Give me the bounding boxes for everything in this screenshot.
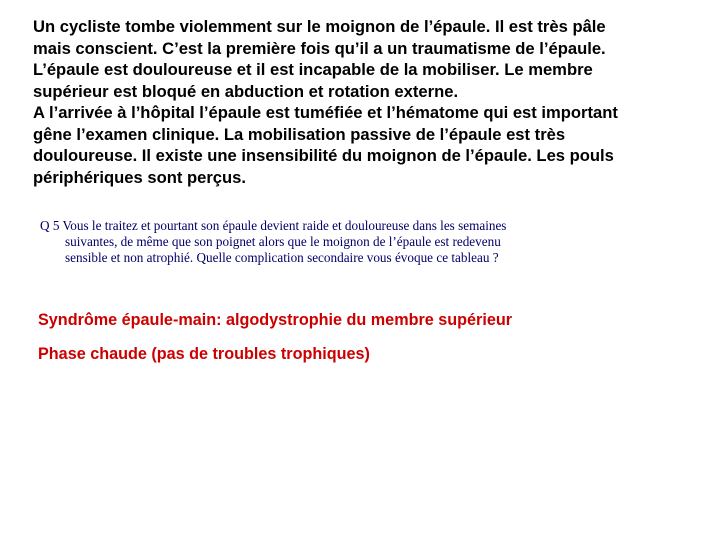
question-block (40, 218, 700, 266)
question-line: sensible et non atrophié. Quelle complication secondaire vous évoque ce tableau ? (65, 250, 499, 265)
case-line: mais conscient. C’est la première fois qu’il a un traumatisme de l’épaule. (33, 38, 606, 58)
case-line: A l’arrivée à l’hôpital l’épaule est tuméfiée et l’hématome qui est important (33, 103, 618, 122)
case-description (33, 16, 717, 188)
question-line: suivantes, de même que son poignet alors que le moignon de l’épaule est redevenu (65, 234, 501, 249)
question-line: Q 5 Vous le traitez et pourtant son épaule devient raide et douloureuse dans les semaines (40, 218, 507, 233)
case-line: gêne l’examen clinique. La mobilisation passive de l’épaule est très (33, 124, 566, 144)
case-line: douloureuse. Il existe une insensibilité du moignon de l’épaule. Les pouls (33, 146, 614, 165)
case-line: L’épaule est douloureuse et il est incapable de la mobiliser. Le membre (33, 60, 593, 79)
answer-diagnosis: Syndrôme épaule-main: algodystrophie du membre supérieur (38, 311, 513, 329)
case-line: supérieur est bloqué en abduction et rotation externe. (33, 81, 459, 101)
case-line: Un cycliste tombe violemment sur le moignon de l’épaule. Il est très pâle (33, 17, 606, 36)
answer-phase: Phase chaude (pas de troubles trophiques) (38, 345, 370, 363)
case-line: périphériques sont perçus. (33, 167, 247, 187)
